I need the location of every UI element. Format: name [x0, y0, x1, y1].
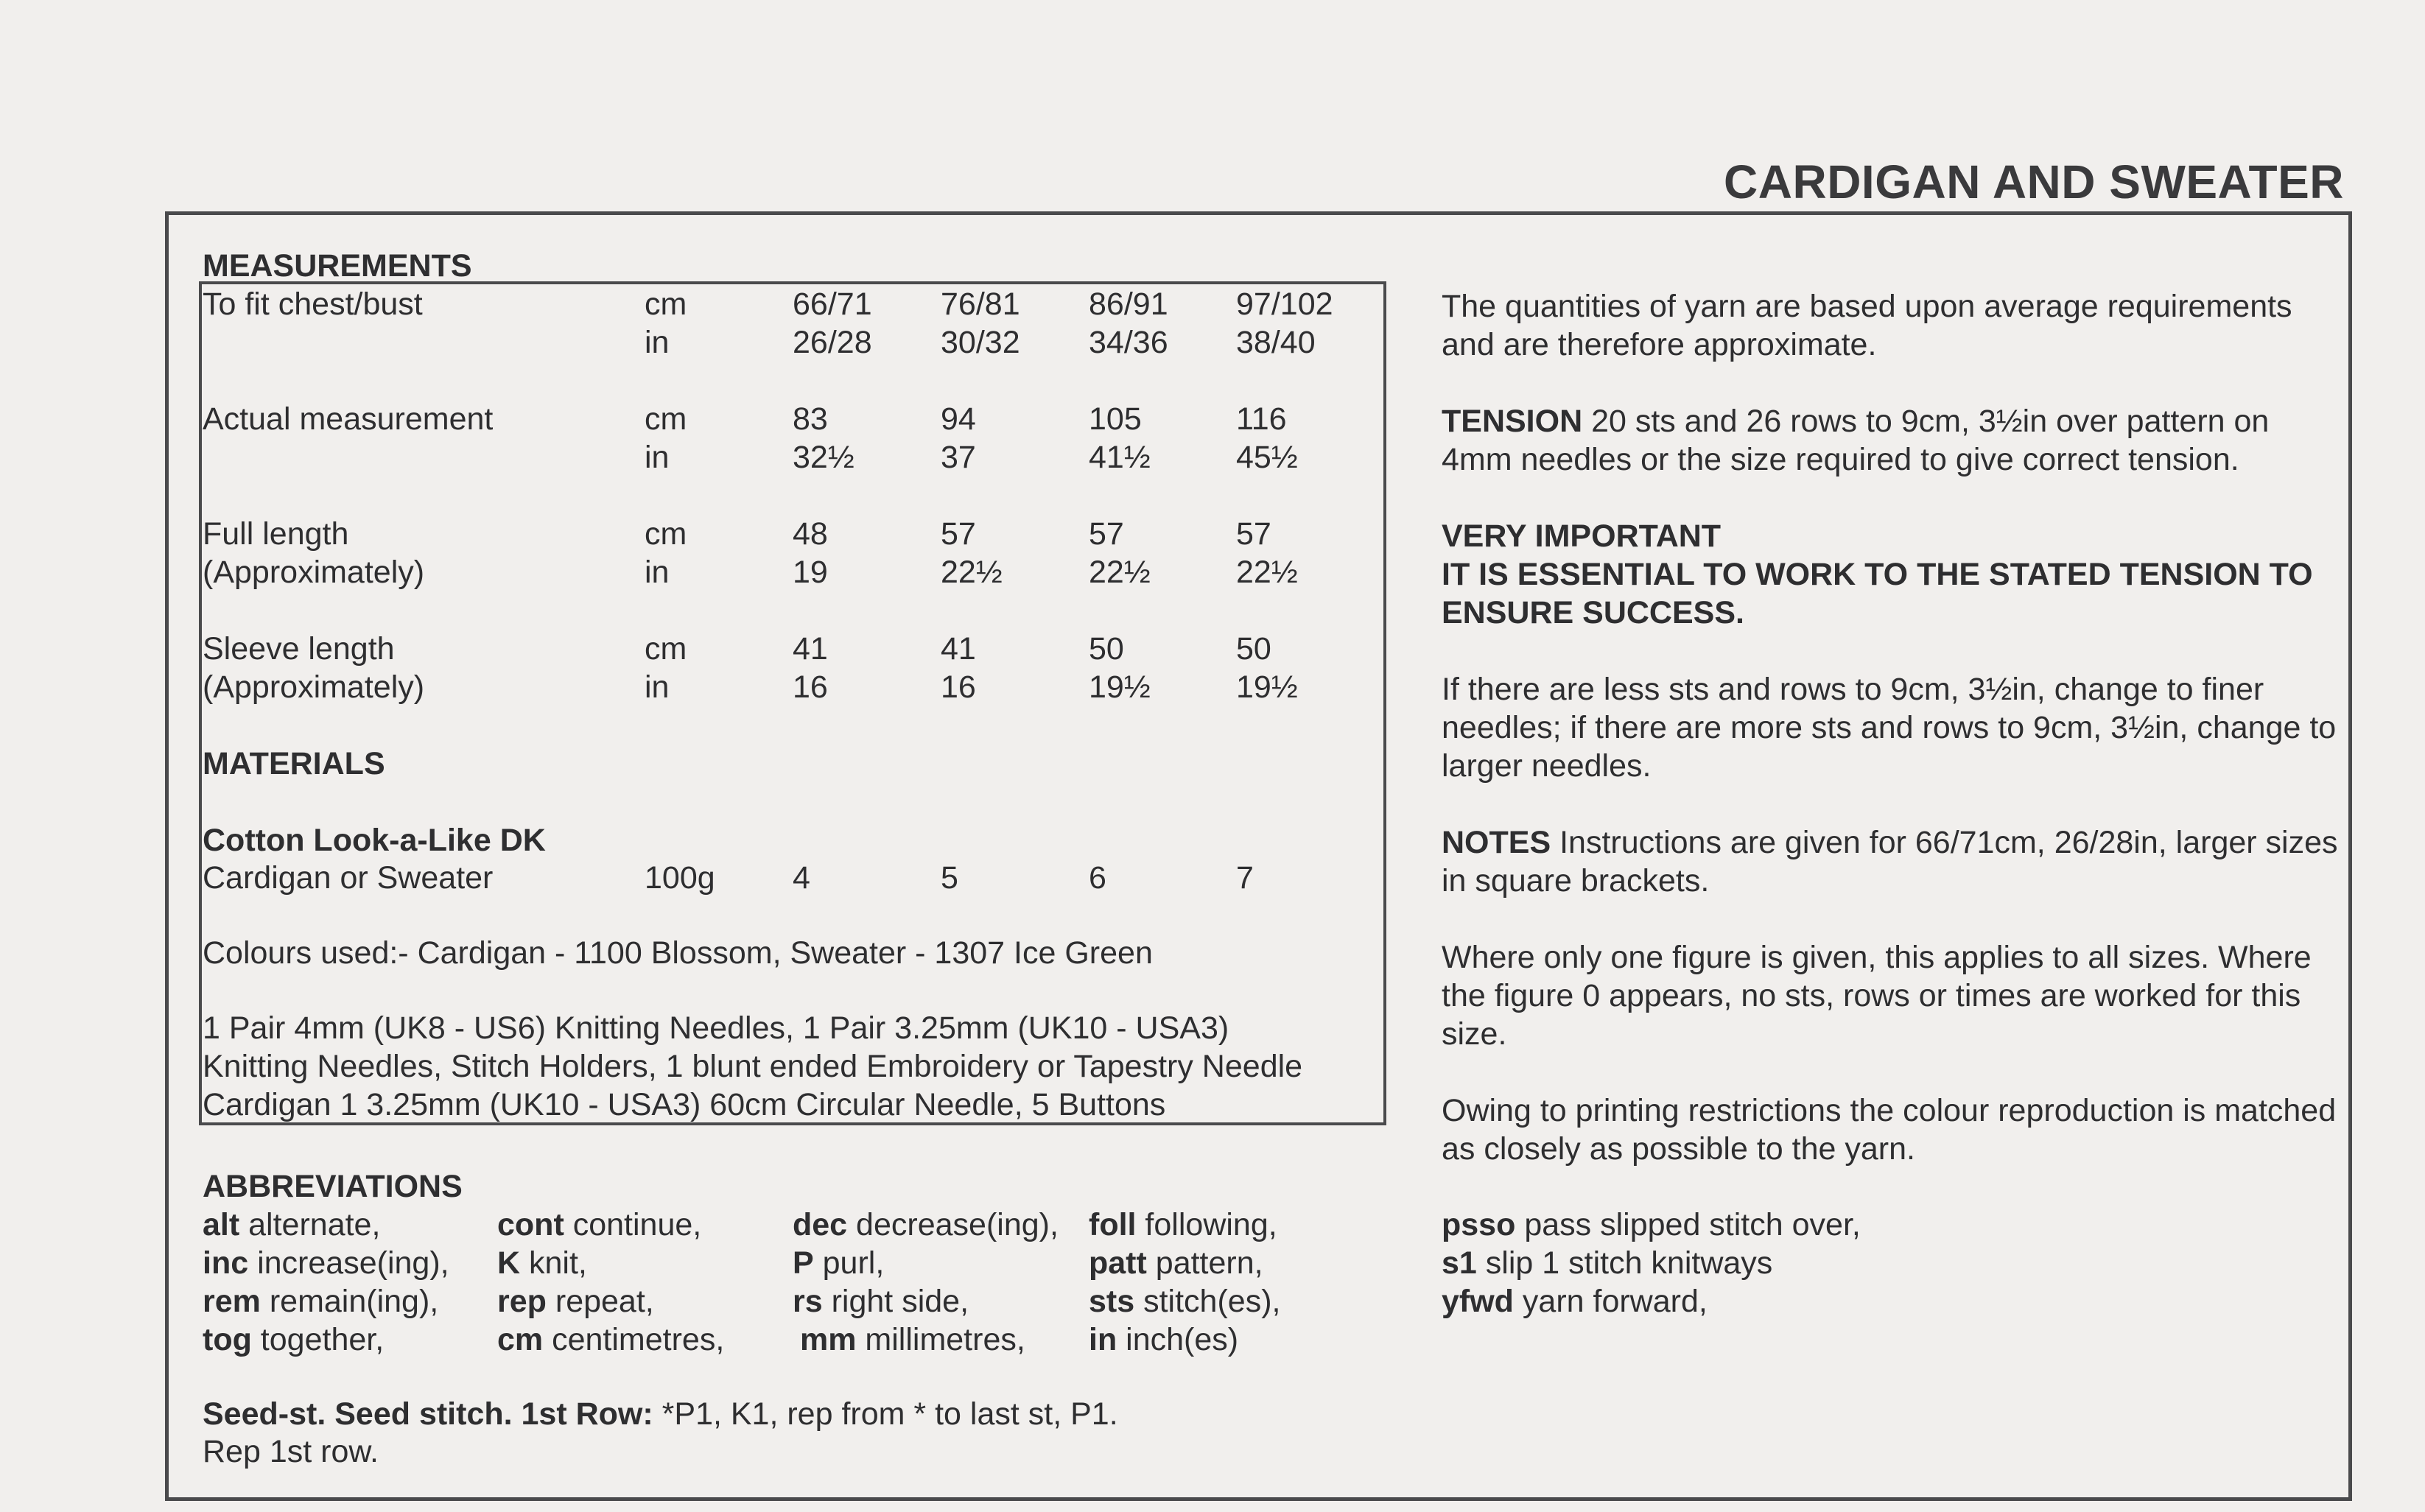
abbreviation-key: patt — [1089, 1245, 1147, 1281]
abbreviation-key: tog — [203, 1322, 252, 1357]
measure-in-value: 16 — [793, 669, 828, 705]
abbreviation-item — [1442, 1206, 1861, 1244]
measure-in-value: 30/32 — [941, 325, 1020, 360]
abbreviation-key: s1 — [1442, 1245, 1477, 1281]
measure-label: Sleeve length — [203, 631, 395, 667]
measure-cm-value: 94 — [941, 401, 976, 437]
measure-in-value: 41½ — [1089, 440, 1151, 475]
abbreviation-meaning: together, — [251, 1322, 385, 1357]
measure-cm-value: 57 — [941, 516, 976, 552]
abbreviation-key: K — [497, 1245, 521, 1281]
abbreviation-key: yfwd — [1442, 1284, 1514, 1319]
abbreviation-item — [1089, 1244, 1263, 1282]
important-line-2: IT IS ESSENTIAL TO WORK TO THE STATED TENSION TO ENSURE SUCCESS. — [1442, 557, 2313, 630]
materials-heading: MATERIALS — [203, 746, 385, 781]
measure-cm-value: 41 — [793, 631, 828, 667]
abbreviation-key: P — [793, 1245, 814, 1281]
abbreviation-meaning: pass slipped stitch over, — [1515, 1207, 1861, 1242]
unit-in: in — [645, 555, 670, 590]
measure-cm-value: 57 — [1236, 516, 1271, 552]
abbreviation-item — [497, 1321, 724, 1359]
abbreviation-item — [203, 1282, 438, 1321]
important-note — [1442, 517, 2348, 632]
abbreviation-key: psso — [1442, 1207, 1516, 1242]
yarn-balls-2: 5 — [941, 860, 958, 896]
abbreviation-meaning: right side, — [822, 1284, 969, 1319]
measure-label-sub: (Approximately) — [203, 669, 425, 705]
abbreviation-item — [203, 1321, 384, 1359]
measure-cm-value: 41 — [941, 631, 976, 667]
abbreviation-meaning: alternate, — [239, 1207, 381, 1242]
abbreviation-meaning: yarn forward, — [1513, 1284, 1708, 1319]
notes-text: Instructions are given for 66/71cm, 26/28in, larger sizes in square brackets. — [1442, 825, 2338, 899]
abbreviation-key: rem — [203, 1284, 261, 1319]
measure-cm-value: 57 — [1089, 516, 1124, 552]
measure-label: To fit chest/bust — [203, 286, 423, 322]
abbreviation-item — [497, 1282, 654, 1321]
needles-line-2: Knitting Needles, Stitch Holders, 1 blunt ended Embroidery or Tapestry Needle — [203, 1049, 1303, 1084]
abbreviation-key: foll — [1089, 1207, 1137, 1242]
abbreviation-item — [1089, 1206, 1277, 1244]
abbreviation-meaning: millimetres, — [856, 1322, 1025, 1357]
unit-cm: cm — [645, 401, 687, 437]
abbreviation-item — [497, 1206, 701, 1244]
measure-in-value: 26/28 — [793, 325, 872, 360]
seed-stitch-line-2: Rep 1st row. — [203, 1434, 379, 1469]
abbreviation-key: cont — [497, 1207, 564, 1242]
measure-in-value: 19½ — [1089, 669, 1151, 705]
measure-cm-value: 86/91 — [1089, 286, 1168, 322]
tension-note — [1442, 402, 2348, 479]
unit-in: in — [645, 440, 670, 475]
needles-advice: If there are less sts and rows to 9cm, 3½in, change to finer needles; if there are more sts and rows to 9cm, 3½in, change to larger needles. — [1442, 672, 2337, 784]
measure-cm-value: 48 — [793, 516, 828, 552]
abbreviation-meaning: increase(ing), — [248, 1245, 449, 1281]
printing-note: Owing to printing restrictions the colour reproduction is matched as closely as possible to the yarn. — [1442, 1093, 2337, 1167]
measure-in-value: 32½ — [793, 440, 854, 475]
abbreviation-key: inc — [203, 1245, 249, 1281]
abbreviation-key: in — [1089, 1322, 1117, 1357]
important-line-1: VERY IMPORTANT — [1442, 518, 1722, 554]
abbreviation-meaning: pattern, — [1146, 1245, 1263, 1281]
abbreviation-item — [793, 1206, 1059, 1244]
measure-label-sub: (Approximately) — [203, 555, 425, 590]
measure-cm-value: 50 — [1089, 631, 1124, 667]
measure-in-value: 19 — [793, 555, 828, 590]
unit-in: in — [645, 669, 670, 705]
seed-stitch-label: Seed-st. Seed stitch. 1st Row: — [203, 1396, 653, 1432]
measure-in-value: 19½ — [1236, 669, 1298, 705]
needles-line-3: Cardigan 1 3.25mm (UK10 - USA3) 60cm Circular Needle, 5 Buttons — [203, 1087, 1166, 1122]
abbreviation-item — [497, 1244, 587, 1282]
tension-text: 20 sts and 26 rows to 9cm, 3½in over pattern on 4mm needles or the size required to give correct tension. — [1442, 404, 2270, 477]
seed-stitch-line-1 — [203, 1395, 1118, 1433]
abbreviation-meaning: repeat, — [546, 1284, 654, 1319]
measure-in-value: 16 — [941, 669, 976, 705]
measure-cm-value: 50 — [1236, 631, 1271, 667]
abbreviation-meaning: remain(ing), — [260, 1284, 439, 1319]
abbreviation-key: rs — [793, 1284, 823, 1319]
measure-cm-value: 105 — [1089, 401, 1142, 437]
measure-in-value: 45½ — [1236, 440, 1298, 475]
abbreviation-meaning: stitch(es), — [1134, 1284, 1281, 1319]
notes-label: NOTES — [1442, 825, 1551, 860]
needles-line-1: 1 Pair 4mm (UK8 - US6) Knitting Needles, 1 Pair 3.25mm (UK10 - USA3) — [203, 1010, 1229, 1046]
abbreviation-meaning: continue, — [564, 1207, 702, 1242]
measure-label: Actual measurement — [203, 401, 494, 437]
page-title: CARDIGAN AND SWEATER — [1724, 155, 2344, 208]
abbreviation-item — [793, 1244, 884, 1282]
abbreviation-key: mm — [800, 1322, 857, 1357]
yarn-name: Cotton Look-a-Like DK — [203, 823, 546, 858]
colours-used: Colours used:- Cardigan - 1100 Blossom, Sweater - 1307 Ice Green — [203, 935, 1153, 971]
abbreviation-item — [800, 1321, 1025, 1359]
measure-cm-value: 97/102 — [1236, 286, 1333, 322]
abbreviation-meaning: purl, — [813, 1245, 885, 1281]
abbreviation-item — [203, 1244, 449, 1282]
measure-cm-value: 76/81 — [941, 286, 1020, 322]
abbreviation-item — [1089, 1321, 1238, 1359]
abbreviation-meaning: centimetres, — [543, 1322, 725, 1357]
unit-cm: cm — [645, 631, 687, 667]
seed-stitch-text: *P1, K1, rep from * to last st, P1. — [653, 1396, 1118, 1432]
measure-cm-value: 66/71 — [793, 286, 872, 322]
abbreviation-meaning: following, — [1136, 1207, 1277, 1242]
tension-label: TENSION — [1442, 404, 1583, 439]
measure-in-value: 34/36 — [1089, 325, 1168, 360]
yarn-balls-4: 7 — [1236, 860, 1254, 896]
abbreviation-key: sts — [1089, 1284, 1135, 1319]
yarn-balls-3: 6 — [1089, 860, 1106, 896]
unit-cm: cm — [645, 286, 687, 322]
yarn-item: Cardigan or Sweater — [203, 860, 494, 896]
abbreviation-key: dec — [793, 1207, 848, 1242]
abbreviation-key: cm — [497, 1322, 544, 1357]
measure-cm-value: 83 — [793, 401, 828, 437]
figures-note: Where only one figure is given, this applies to all sizes. Where the figure 0 appears, no sts, rows or times are worked for this size. — [1442, 940, 2312, 1052]
abbreviation-item — [793, 1282, 969, 1321]
measure-in-value: 22½ — [1089, 555, 1151, 590]
measure-in-value: 22½ — [941, 555, 1003, 590]
abbreviation-key: rep — [497, 1284, 547, 1319]
measure-in-value: 38/40 — [1236, 325, 1316, 360]
abbreviation-meaning: decrease(ing), — [847, 1207, 1059, 1242]
abbreviations-heading: ABBREVIATIONS — [203, 1169, 463, 1204]
measurements-heading: MEASUREMENTS — [203, 248, 472, 284]
notes-column — [1442, 287, 2348, 1206]
abbreviation-meaning: knit, — [520, 1245, 587, 1281]
measure-in-value: 37 — [941, 440, 976, 475]
abbreviation-item — [1442, 1244, 1772, 1282]
abbreviation-meaning: inch(es) — [1117, 1322, 1239, 1357]
yarn-weight: 100g — [645, 860, 715, 896]
unit-cm: cm — [645, 516, 687, 552]
yarn-balls-1: 4 — [793, 860, 810, 896]
abbreviation-item — [203, 1206, 380, 1244]
measure-cm-value: 116 — [1236, 401, 1287, 437]
abbreviation-item — [1089, 1282, 1280, 1321]
abbreviation-meaning: slip 1 stitch knitways — [1476, 1245, 1773, 1281]
measure-in-value: 22½ — [1236, 555, 1298, 590]
abbreviation-key: alt — [203, 1207, 240, 1242]
abbreviation-item — [1442, 1282, 1708, 1321]
measure-label: Full length — [203, 516, 349, 552]
quantities-note: The quantities of yarn are based upon average requirements and are therefore approximate. — [1442, 289, 2292, 362]
notes-note — [1442, 823, 2348, 900]
unit-in: in — [645, 325, 670, 360]
